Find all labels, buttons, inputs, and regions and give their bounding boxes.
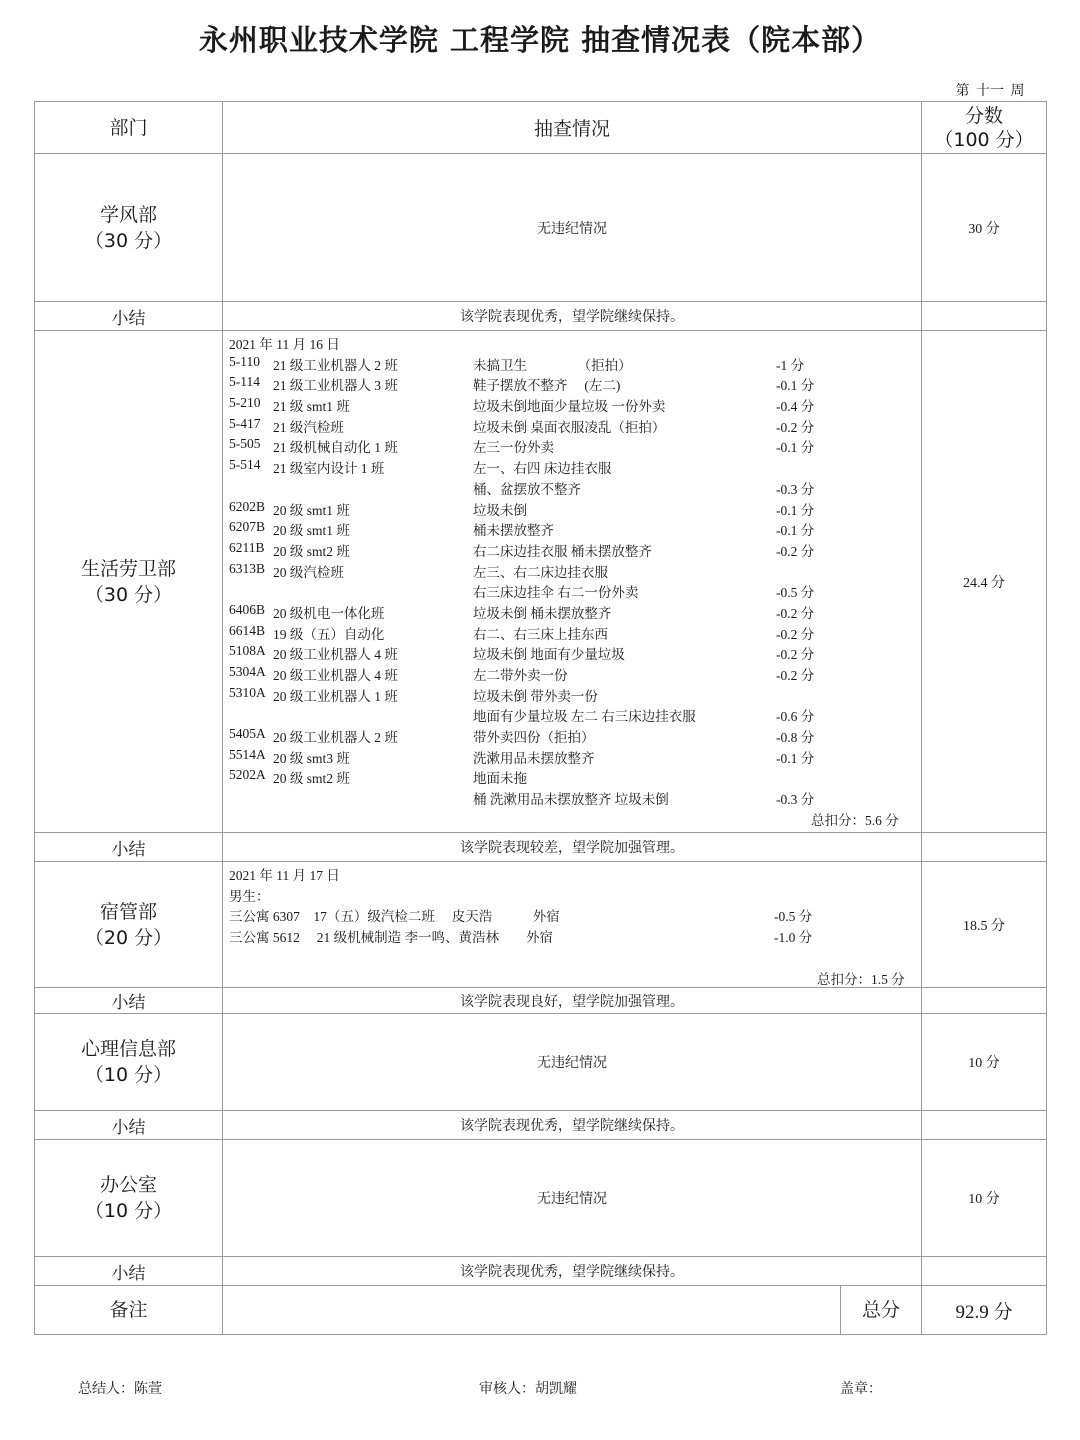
- class-name: 20 级 smt2 班: [273, 543, 350, 559]
- inspection-date: 2021 年 11 月 17 日: [229, 868, 340, 883]
- room-number: 5-114: [229, 374, 260, 390]
- summary-score-empty: [922, 1257, 1047, 1286]
- deduction-total-line: [223, 966, 921, 987]
- violation-text: 带外卖四份（拒拍）: [473, 730, 595, 746]
- violation-row: [223, 765, 921, 786]
- header-score: [922, 102, 1047, 154]
- violation-text: 垃圾未倒 地面有少量垃圾: [473, 647, 625, 663]
- situation-cell: 无违纪情况: [223, 1140, 922, 1257]
- room-number: 5-210: [229, 395, 261, 411]
- score-cell: 24.4 分: [922, 331, 1047, 833]
- section-row-study: [35, 154, 1047, 302]
- violation-row: [223, 662, 921, 683]
- room-number: 6202B: [229, 498, 266, 514]
- room-number: 5-505: [229, 436, 261, 452]
- dept-cell: [35, 1014, 223, 1111]
- summary-score-empty: [922, 833, 1047, 862]
- score-cell: 10 分: [922, 1014, 1047, 1111]
- class-name: 20 级工业机器人 1 班: [273, 688, 398, 704]
- class-name: 20 级汽检班: [273, 564, 344, 580]
- deduction-value: -0.1 分: [776, 523, 815, 539]
- class-name: 21 级 smt1 班: [273, 399, 350, 415]
- violation-text: 右三床边挂伞 右二一份外卖: [473, 585, 639, 601]
- room-number: 5514A: [229, 746, 266, 762]
- violation-text: 桶、盆摆放不整齐: [473, 481, 581, 497]
- deduction-value: -0.8 分: [776, 730, 815, 746]
- violation-row: [223, 683, 921, 704]
- room-number: 5405A: [229, 726, 266, 742]
- dept-points: （30 分）: [84, 229, 173, 252]
- dept-name: 办公室: [99, 1174, 157, 1196]
- class-name: 20 级工业机器人 4 班: [273, 668, 398, 683]
- violation-text: 左一、右四 床边挂衣服: [473, 461, 612, 477]
- class-name: 20 级 smt1 班: [273, 523, 350, 539]
- violation-row: [223, 559, 921, 580]
- violation-text: 三公寓 6307 17（五）级汽检二班 皮天浩 外宿: [229, 909, 560, 925]
- violation-text: 地面有少量垃圾 左二 右三床边挂衣服: [473, 709, 696, 725]
- deduction-value: -0.2 分: [776, 668, 815, 683]
- summary-label: 小结: [35, 302, 223, 331]
- section-row-dorm: [35, 862, 1047, 988]
- score-cell: 18.5 分: [922, 862, 1047, 988]
- summary-text: 该学院表现良好，望学院加强管理。: [223, 988, 922, 1014]
- violation-text: 垃圾未倒地面少量垃圾 一份外卖: [473, 399, 666, 415]
- header-score-total: （100 分）: [934, 128, 1034, 151]
- deduction-value: -0.1 分: [776, 502, 815, 518]
- class-name: 21 级室内设计 1 班: [273, 461, 385, 477]
- summary-score-empty: [922, 1111, 1047, 1140]
- violation-row: [223, 372, 921, 393]
- dept-cell: [35, 1140, 223, 1257]
- situation-cell: 无违纪情况: [223, 154, 922, 302]
- summary-text: 该学院表现优秀，望学院继续保持。: [223, 302, 922, 331]
- class-name: 20 级工业机器人 4 班: [273, 647, 398, 663]
- violation-row: [223, 393, 921, 414]
- deduction-value: -0.2 分: [776, 543, 815, 559]
- summary-row: [35, 988, 1047, 1014]
- violation-text: 左三一份外卖: [473, 440, 554, 456]
- dept-name: 生活劳卫部: [80, 557, 176, 580]
- table-header-row: [35, 102, 1047, 154]
- score-cell: 10 分: [922, 1140, 1047, 1257]
- week-label: 第 十一 周: [955, 83, 1025, 99]
- summary-text: 该学院表现优秀，望学院继续保持。: [223, 1257, 922, 1286]
- room-number: 6313B: [229, 560, 266, 576]
- violation-text: 左三、右二床边挂衣服: [473, 564, 608, 580]
- deduction-value: -0.2 分: [776, 647, 815, 663]
- class-name: 19 级（五）自动化: [273, 626, 385, 642]
- violation-row: [223, 786, 921, 807]
- violation-row: [223, 600, 921, 621]
- violation-row: [223, 538, 921, 559]
- page-title: 永州职业技术学院 工程学院 抽查情况表（院本部）: [198, 23, 882, 57]
- violation-text: 垃圾未倒: [473, 502, 527, 518]
- header-score-label: 分数: [965, 104, 1004, 127]
- summary-row: [35, 1111, 1047, 1140]
- deduction-total: 总扣分：5.6 分: [811, 812, 899, 828]
- deduction-value: -0.2 分: [776, 605, 815, 621]
- room-number: 6614B: [229, 622, 266, 638]
- violation-row: [223, 434, 921, 455]
- dept-cell: [35, 331, 223, 833]
- dept-name: 心理信息部: [80, 1038, 176, 1060]
- remarks-label: 备注: [35, 1286, 223, 1335]
- violation-row: [223, 724, 921, 745]
- violation-text: 三公寓 5612 21 级机械制造 李一鸣、黄浩林 外宿: [229, 930, 553, 946]
- room-number: 5108A: [229, 643, 266, 659]
- class-name: 20 级 smt3 班: [273, 750, 350, 766]
- class-name: 20 级机电一体化班: [273, 605, 385, 621]
- summary-score-empty: [922, 988, 1047, 1014]
- deduction-value: -1 分: [776, 357, 805, 373]
- deduction-value: -0.1 分: [776, 440, 815, 456]
- summarizer: 总结人：陈萱: [78, 1381, 162, 1397]
- room-number: 5-417: [229, 415, 261, 431]
- violation-row: [223, 745, 921, 766]
- header-dept: 部门: [35, 102, 223, 154]
- situation-detail-cell: [223, 862, 922, 988]
- dept-points: （10 分）: [84, 1064, 173, 1086]
- situation-detail-cell: [223, 331, 922, 833]
- room-number: 6406B: [229, 601, 266, 617]
- reviewer: 审核人：胡凯耀: [479, 1381, 577, 1397]
- room-number: 6211B: [229, 539, 265, 555]
- summary-row: [35, 833, 1047, 862]
- violation-text: 垃圾未倒 桌面衣服凌乱（拒拍）: [473, 419, 666, 435]
- summary-label: 小结: [35, 833, 223, 862]
- room-number: 5202A: [229, 767, 266, 783]
- room-number: 5-110: [229, 353, 260, 369]
- violation-row: [223, 924, 921, 945]
- dept-name: 宿管部: [99, 900, 157, 923]
- dept-points: （20 分）: [84, 926, 173, 949]
- violation-text: 左二带外卖一份: [473, 668, 568, 683]
- violation-text: 垃圾未倒 带外卖一份: [473, 688, 598, 704]
- summary-row: [35, 302, 1047, 331]
- class-name: 20 级工业机器人 2 班: [273, 730, 398, 746]
- dept-points: （30 分）: [84, 583, 173, 606]
- dept-cell: [35, 862, 223, 988]
- summary-score-empty: [922, 302, 1047, 331]
- summary-text: 该学院表现优秀，望学院继续保持。: [223, 1111, 922, 1140]
- situation-cell: 无违纪情况: [223, 1014, 922, 1111]
- dept-cell: [35, 154, 223, 302]
- section-row-psych: [35, 1014, 1047, 1111]
- section-row-office: [35, 1140, 1047, 1257]
- deduction-value: -0.6 分: [776, 709, 815, 725]
- violation-text: 垃圾未倒 桶未摆放整齐: [473, 605, 612, 621]
- score-cell: 30 分: [922, 154, 1047, 302]
- violation-text: 右二床边挂衣服 桶未摆放整齐: [473, 543, 652, 559]
- deduction-value: -0.1 分: [776, 378, 815, 394]
- group-label: 男生：: [229, 888, 270, 904]
- violation-row: [223, 414, 921, 435]
- header-situation: 抽查情况: [223, 102, 922, 154]
- deduction-value: -0.5 分: [776, 585, 815, 601]
- seal-label: 盖章：: [840, 1381, 882, 1397]
- violation-text: 地面未拖: [473, 771, 527, 787]
- room-number: 5-514: [229, 457, 261, 473]
- deduction-value: -0.4 分: [776, 399, 815, 415]
- total-score-value: 92.9 分: [922, 1286, 1047, 1335]
- violation-text: 未搞卫生 （拒拍）: [473, 357, 632, 373]
- room-number: 5310A: [229, 684, 266, 700]
- class-name: 21 级汽检班: [273, 419, 344, 435]
- deduction-value: -0.2 分: [776, 626, 815, 642]
- violation-row: [223, 455, 921, 476]
- violation-row: [223, 903, 921, 924]
- deduction-total-line: [223, 807, 921, 828]
- violation-text: 桶未摆放整齐: [473, 523, 554, 539]
- violation-row: [223, 621, 921, 642]
- violation-row: [223, 641, 921, 662]
- violation-row: [223, 517, 921, 538]
- total-score-label: 总分: [841, 1286, 922, 1335]
- deduction-value: -0.2 分: [776, 419, 815, 435]
- deduction-value: -0.5 分: [774, 909, 813, 925]
- dept-points: （10 分）: [84, 1200, 173, 1222]
- deduction-value: -1.0 分: [774, 930, 813, 946]
- class-name: 21 级工业机器人 3 班: [273, 378, 398, 394]
- violation-row: [223, 579, 921, 600]
- summary-label: 小结: [35, 1257, 223, 1286]
- class-name: 20 级 smt1 班: [273, 502, 350, 518]
- violation-text: 桶 洗漱用品未摆放整齐 垃圾未倒: [473, 792, 669, 808]
- violation-list: [223, 903, 921, 944]
- deduction-value: -0.3 分: [776, 792, 815, 808]
- deduction-value: -0.3 分: [776, 481, 815, 497]
- class-name: 21 级机械自动化 1 班: [273, 440, 398, 456]
- inspection-table: [34, 101, 1047, 1335]
- violation-row: [223, 476, 921, 497]
- summary-row: [35, 1257, 1047, 1286]
- violation-text: 右二、右三床上挂东西: [473, 626, 608, 642]
- remarks-row: [35, 1286, 1047, 1335]
- violation-row: [223, 352, 921, 373]
- section-row-life: [35, 331, 1047, 833]
- dept-name: 学风部: [99, 203, 157, 226]
- violation-list: [223, 352, 921, 807]
- violation-row: [223, 703, 921, 724]
- room-number: 5304A: [229, 664, 266, 679]
- room-number: 6207B: [229, 519, 266, 535]
- deduction-total: 总扣分：1.5 分: [817, 971, 905, 987]
- deduction-value: -0.1 分: [776, 750, 815, 766]
- violation-row: [223, 497, 921, 518]
- remarks-value: [223, 1286, 841, 1335]
- violation-text: 鞋子摆放不整齐 (左二): [473, 378, 621, 394]
- class-name: 21 级工业机器人 2 班: [273, 357, 398, 373]
- summary-text: 该学院表现较差，望学院加强管理。: [223, 833, 922, 862]
- summary-label: 小结: [35, 988, 223, 1014]
- summary-label: 小结: [35, 1111, 223, 1140]
- class-name: 20 级 smt2 班: [273, 771, 350, 787]
- violation-text: 洗漱用品未摆放整齐: [473, 750, 595, 766]
- inspection-date: 2021 年 11 月 16 日: [229, 337, 340, 352]
